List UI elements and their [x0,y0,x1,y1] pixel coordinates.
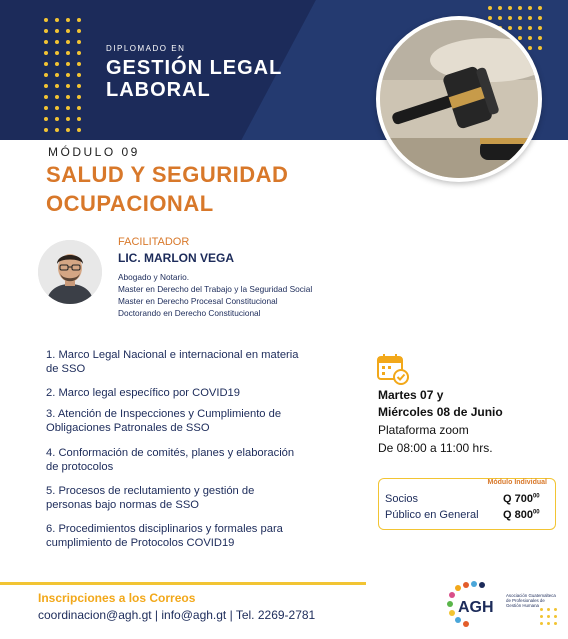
facilitator-credential: Doctorando en Derecho Constitucional [118,308,261,318]
gavel-photo [376,16,542,182]
topic-item: 5. Procesos de reclutamiento y gestión de personas bajo normas de SSO [46,485,255,511]
schedule-platform: Plataforma zoom [378,423,469,437]
price-value: Q $800^{00}$ [503,509,540,521]
facilitator-label: FACILITADOR [118,236,190,248]
facilitator-credential: Master en Derecho del Trabajo y la Seguridad Social [118,284,313,294]
facilitator-credential: Master en Derecho Procesal Constitucional [118,296,278,306]
schedule-date: Miércoles 08 de Junio [378,405,503,419]
price-name: Público en General [385,509,479,521]
program-title: GESTIÓN LEGAL [106,57,283,79]
facilitator-photo [38,240,102,304]
module-title: OCUPACIONAL [46,191,214,216]
schedule-date: Martes 07 y [378,388,444,402]
topic-item: 1. Marco Legal Nacional e internacional en materia de SSO [46,349,299,375]
price-value: Q $700^{00}$ [503,493,540,505]
topic-item: 2. Marco legal específico por COVID19 [46,387,241,399]
decorative-dots [44,18,81,132]
pricing-label: Módulo Individual [487,479,547,486]
program-title: LABORAL [106,79,211,101]
schedule-hours: De 08:00 a 11:00 hrs. [378,441,493,455]
topic-item: 3. Atención de Inspecciones y Cumplimiento de Obligaciones Patronales de SSO [46,408,282,434]
program-subtitle: DIPLOMADO EN [106,44,186,53]
decorative-dots [540,608,557,625]
contact-info: coordinacion@agh.gt | info@agh.gt | Tel. 2269-2781 [38,608,316,622]
module-title: SALUD Y SEGURIDAD [46,162,289,187]
footer-divider [0,582,366,585]
price-name: Socios [385,493,419,505]
facilitator-name: LIC. MARLON VEGA [118,251,234,265]
topic-item: 6. Procedimientos disciplinarios y formales para cumplimiento de Protocolos COVID19 [46,523,283,549]
logo-text: AGH [458,599,494,616]
facilitator-credential: Abogado y Notario. [118,272,190,282]
logo-caption: Asociación Guatemalteca de Profesionales de Gestión Humana [506,593,556,609]
topic-item: 4. Conformación de comités, planes y elaboración de protocolos [46,447,295,473]
pricing-box [378,478,556,530]
registration-label: Inscripciones a los Correos [38,591,196,605]
module-number: MÓDULO 09 [48,145,140,159]
agh-logo [446,580,502,630]
calendar-check-icon [376,352,410,386]
